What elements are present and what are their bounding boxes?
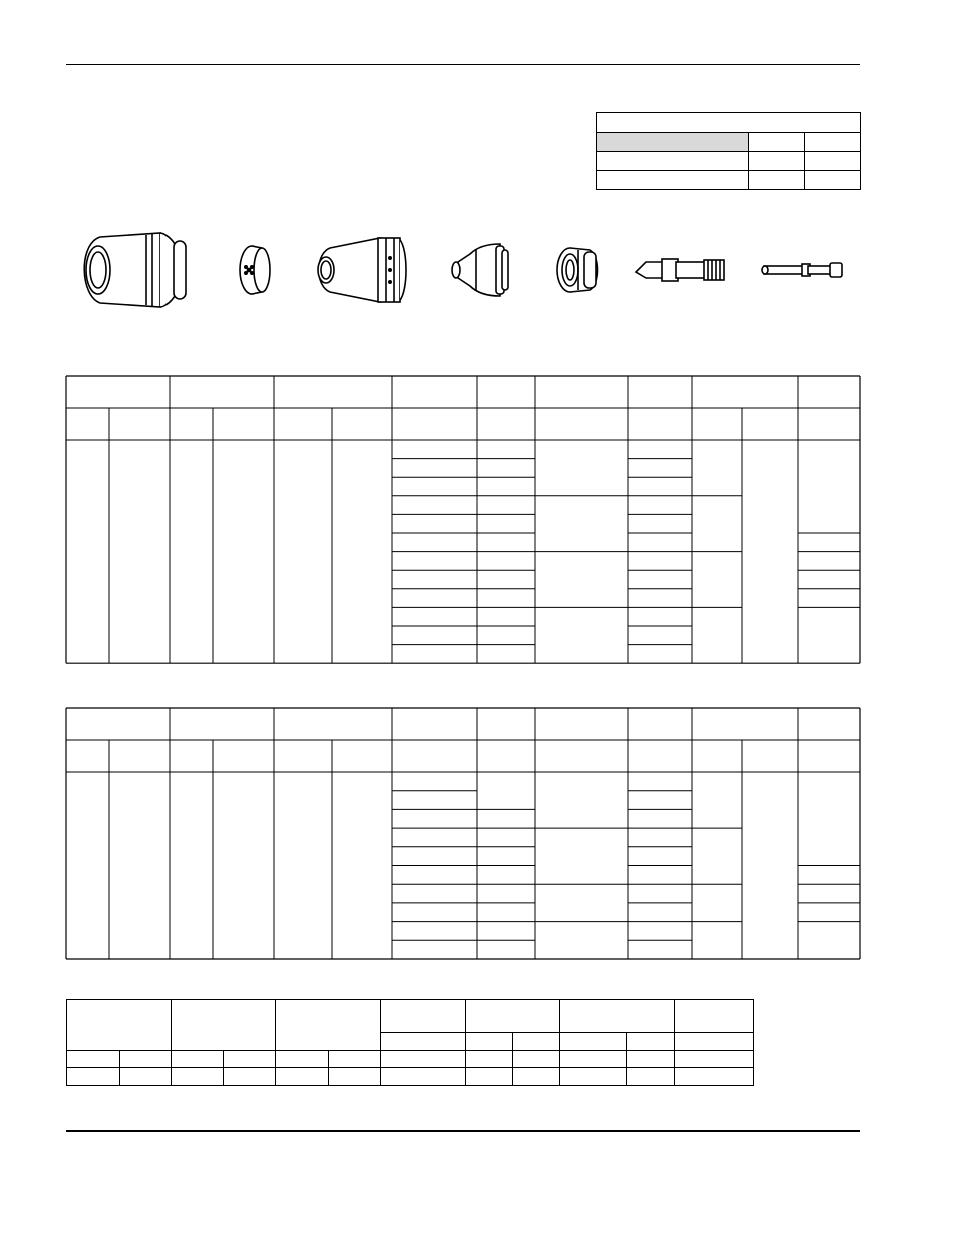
table3-header-cell [276, 1000, 381, 1051]
table3-header-cell [560, 1000, 675, 1033]
table3-cell [329, 1051, 381, 1068]
table3-cell [276, 1068, 329, 1086]
table3-subheader-cell [381, 1033, 466, 1051]
table3-cell [224, 1068, 276, 1086]
table3-cell [172, 1051, 224, 1068]
table3-header-cell [381, 1000, 466, 1033]
table3-cell [276, 1051, 329, 1068]
table3-cell [120, 1068, 172, 1086]
table3-cell [172, 1068, 224, 1086]
table3-cell [329, 1068, 381, 1086]
table3-subheader-cell [466, 1033, 513, 1051]
table3-subheader-cell [560, 1033, 627, 1051]
table3-subheader-cell [627, 1033, 675, 1051]
footer-rule [66, 1130, 860, 1132]
table3-header-cell [67, 1000, 172, 1051]
table3-cell [627, 1068, 675, 1086]
table3-cell [560, 1051, 627, 1068]
consumables-table-3 [66, 999, 754, 1086]
table3-subheader-cell [513, 1033, 560, 1051]
table3-cell [560, 1068, 627, 1086]
table3-cell [466, 1051, 513, 1068]
table3-header-cell [172, 1000, 276, 1051]
table3-cell [466, 1068, 513, 1086]
table3-cell [513, 1068, 560, 1086]
table3-cell [627, 1051, 675, 1068]
table3-cell [675, 1068, 754, 1086]
table3-cell [67, 1068, 120, 1086]
table3-cell [224, 1051, 276, 1068]
table3-cell [120, 1051, 172, 1068]
table3-cell [381, 1068, 466, 1086]
table3-cell [675, 1051, 754, 1068]
table3-header-cell [466, 1000, 560, 1033]
table3-cell [513, 1051, 560, 1068]
table3-cell [381, 1051, 466, 1068]
table3-cell [67, 1051, 120, 1068]
table3-subheader-cell [675, 1033, 754, 1051]
table3-header-cell [675, 1000, 754, 1033]
